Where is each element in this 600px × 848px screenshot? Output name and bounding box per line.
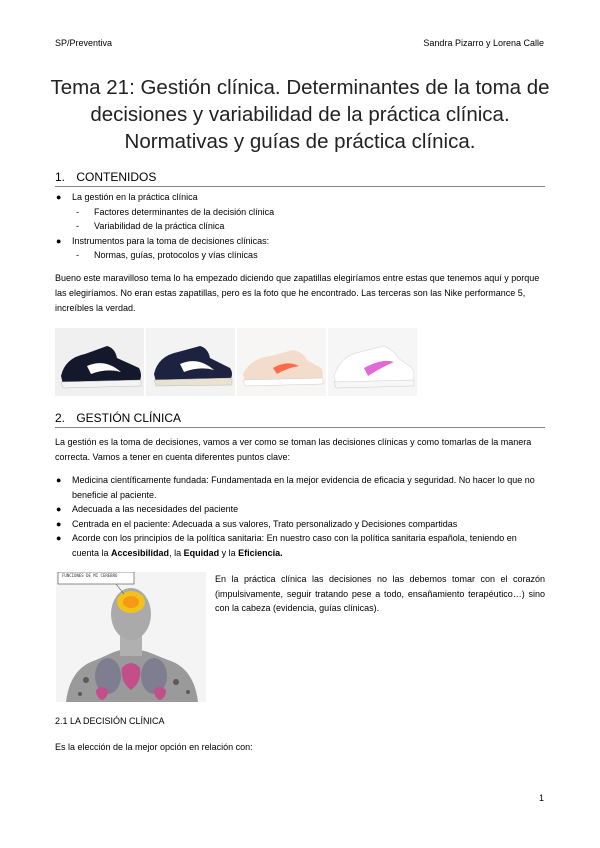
list-item xyxy=(55,234,545,263)
section-heading-contenidos xyxy=(55,170,545,187)
sub-list-item xyxy=(72,248,545,263)
section-title: GESTIÓN CLÍNICA xyxy=(76,411,182,425)
list-item-label: Centrada en el paciente: Adecuada a sus valores, Trato personalizado y Decisiones compartidas xyxy=(72,518,458,529)
bullet-icon: ● xyxy=(56,518,62,529)
side-paragraph: En la práctica clínica las decisiones no las debemos tomar con el corazón (impulsivamente, seguir tratando pese a todo, ensañamiento terapéutico…) sino con la cabeza (evidencia, guías clínicas). xyxy=(215,574,545,613)
equidad-term: Equidad xyxy=(183,547,220,558)
shoe-image-3 xyxy=(237,328,326,396)
sub-list xyxy=(72,248,545,263)
list-item-label: La gestión en la práctica clínica xyxy=(72,192,198,202)
bullet-icon: ● xyxy=(56,533,62,543)
sub-item-label: Variabilidad de la práctica clínica xyxy=(94,221,225,231)
section-number: 1. xyxy=(55,170,66,184)
bullet-icon: ● xyxy=(56,504,62,514)
sub-list xyxy=(72,205,545,234)
list-item xyxy=(55,502,545,517)
list-item-label: Adecuada a las necesidades del paciente xyxy=(72,504,239,514)
intro-paragraph: Bueno este maravilloso tema lo ha empezado diciendo que zapatillas elegiríamos entre estas que tenemos aquí y porque las elegiríamos. No eran estas zapatillas, pero es la foto que he encontrado. Las terceras son las Nike performance 5, increíbles la verdad. xyxy=(55,273,540,313)
key-points-list xyxy=(55,473,545,560)
list-item-label: Medicina científicamente fundada: Fundamentada en la mejor evidencia de eficacia y seguridad. No hacer lo que no beneficie al paciente. xyxy=(72,475,535,500)
bullet-icon: ● xyxy=(56,192,62,202)
cartoon-caption: FUNCIONES DE MI CEREBRO xyxy=(62,573,118,578)
section-title: CONTENIDOS xyxy=(76,170,157,184)
section-number: 2. xyxy=(55,411,66,425)
brain-cartoon-illustration xyxy=(56,572,206,702)
title-line-1: Tema 21: Gestión clínica. Determinantes de la toma de xyxy=(50,76,550,99)
shoe-image-2 xyxy=(146,328,235,396)
section-heading-gestion xyxy=(55,411,545,428)
gestion-intro: La gestión es la toma de decisiones, vamos a ver como se toman las decisiones clínicas y como tomarlas de la manera correcta. Vamos a tener en cuenta diferentes puntos clave: xyxy=(55,437,532,462)
contents-list xyxy=(55,190,545,263)
list-item-text: , la xyxy=(169,547,184,558)
dash-icon: - xyxy=(76,250,79,260)
subsection-heading: 2.1 LA DECISIÓN CLÍNICA xyxy=(55,716,165,726)
accesibilidad-term: Accesibilidad xyxy=(111,547,170,558)
list-item-label: Instrumentos para la toma de decisiones clínicas: xyxy=(72,235,270,246)
page-title xyxy=(40,74,560,155)
list-item-text: y la xyxy=(219,547,239,558)
shoe-image-4 xyxy=(328,328,417,396)
sub-list-item xyxy=(72,219,545,234)
shoe-images xyxy=(55,328,417,396)
bullet-icon: ● xyxy=(56,475,62,485)
title-line-3: Normativas y guías de práctica clínica. xyxy=(124,130,476,153)
sub-item-label: Normas, guías, protocolos y vías clínicas xyxy=(94,250,258,260)
header-right: Sandra Pizarro y Lorena Calle xyxy=(423,38,544,48)
list-item xyxy=(55,473,545,502)
list-item xyxy=(55,531,545,560)
sub-item-label: Factores determinantes de la decisión clínica xyxy=(94,206,275,217)
eficiencia-term: Eficiencia. xyxy=(238,547,283,558)
subsection-paragraph: Es la elección de la mejor opción en relación con: xyxy=(55,742,253,752)
bullet-icon: ● xyxy=(56,235,62,246)
title-line-2: decisiones y variabilidad de la práctica clínica. xyxy=(90,103,510,126)
list-item xyxy=(55,517,545,532)
header-left: SP/Preventiva xyxy=(55,38,113,48)
sub-list-item xyxy=(72,205,545,220)
list-item xyxy=(55,190,545,234)
list-item-label: Acorde con los principios de la política sanitaria: En nuestro caso con la política sanitaria española, teniendo en cuenta la xyxy=(72,533,517,558)
dash-icon: - xyxy=(76,221,79,231)
shoe-image-1 xyxy=(55,328,144,396)
page-number: 1 xyxy=(538,793,544,803)
dash-icon: - xyxy=(76,206,79,217)
